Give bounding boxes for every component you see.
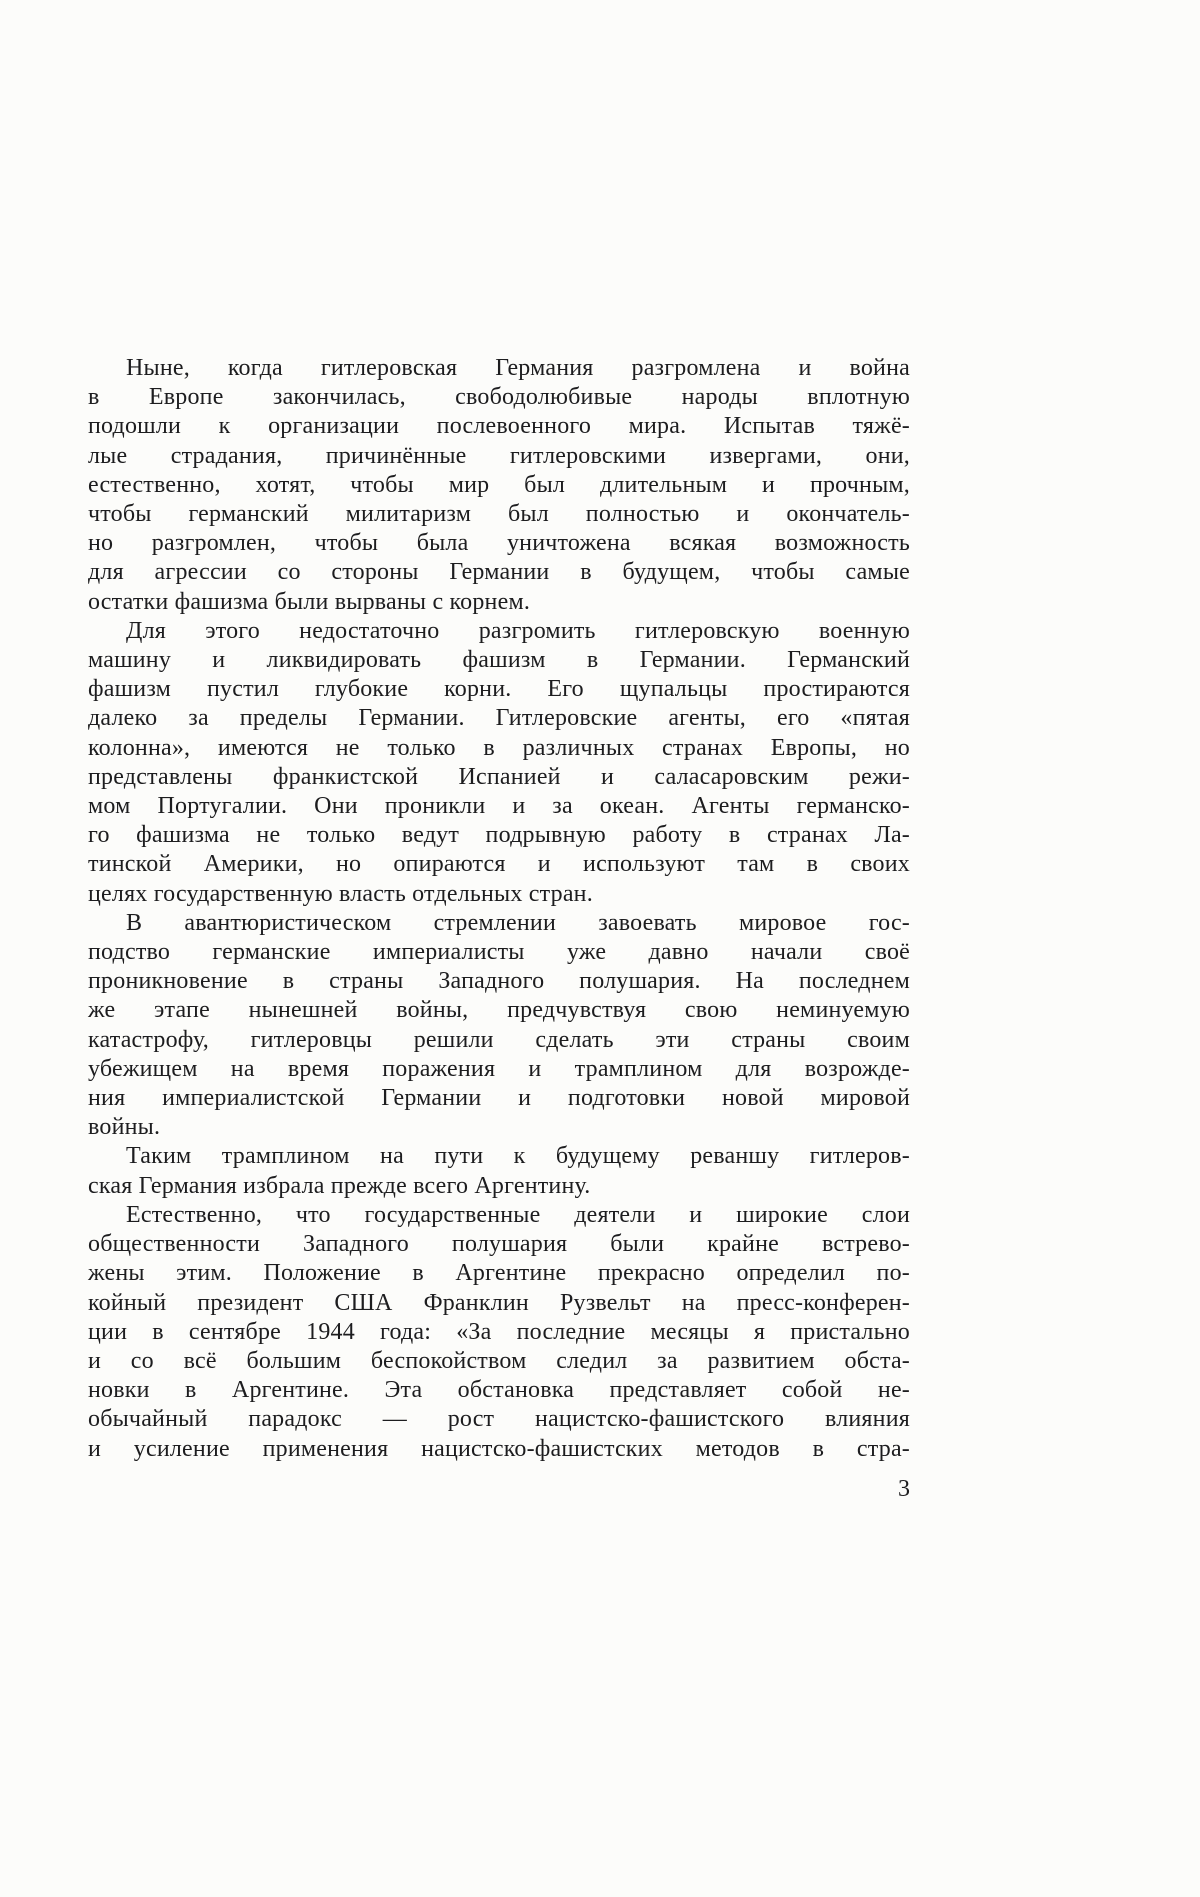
text-line: лые страдания, причинённые гитлеровскими извергами, они, [88, 442, 910, 469]
text-line: далеко за пределы Германии. Гитлеровские агенты, его «пятая [88, 705, 910, 732]
text-line: машину и ликвидировать фашизм в Германии. Германский [88, 647, 910, 674]
text-line: ции в сентябре 1944 года: «За последние месяцы я пристально [88, 1318, 910, 1345]
text-line: жены этим. Положение в Аргентине прекрасно определил по- [88, 1260, 910, 1287]
text-line: ская Германия избрала прежде всего Аргентину. [88, 1172, 591, 1199]
text-line: тинской Америки, но опираются и используют там в своих [88, 851, 910, 878]
text-line: новки в Аргентине. Эта обстановка представляет собой не- [88, 1377, 910, 1404]
text-line: чтобы германский милитаризм был полностью и окончатель- [88, 501, 910, 528]
page-text [88, 354, 910, 1464]
text-line: Для этого недостаточно разгромить гитлеровскую военную [126, 617, 910, 644]
text-line: общественности Западного полушария были крайне встрево- [88, 1231, 910, 1258]
page-number: 3 [898, 1476, 910, 1502]
text-line: но разгромлен, чтобы была уничтожена всякая возможность [88, 530, 910, 557]
text-line: же этапе нынешней войны, предчувствуя свою неминуемую [88, 997, 910, 1024]
text-line: убежищем на время поражения и трамплином для возрожде- [88, 1055, 910, 1082]
text-line: В авантюристическом стремлении завоевать мировое гос- [126, 909, 910, 936]
text-line: целях государственную власть отдельных стран. [88, 880, 593, 907]
text-line: для агрессии со стороны Германии в будущем, чтобы самые [88, 559, 910, 586]
text-line: Ныне, когда гитлеровская Германия разгромлена и война [126, 355, 910, 381]
text-line: остатки фашизма были вырваны с корнем. [88, 588, 531, 615]
paragraph [88, 354, 910, 617]
text-line: подство германские империалисты уже давно начали своё [88, 939, 910, 966]
text-line: обычайный парадокс — рост нацистско-фашистского влияния [88, 1406, 910, 1433]
text-line: Естественно, что государственные деятели и широкие слои [126, 1201, 910, 1228]
text-line: го фашизма не только ведут подрывную работу в странах Ла- [88, 822, 910, 849]
text-line: катастрофу, гитлеровцы решили сделать эти страны своим [88, 1026, 910, 1053]
text-line: мом Португалии. Они проникли и за океан. Агенты германско- [88, 793, 910, 820]
paragraph [88, 1142, 910, 1200]
text-line: представлены франкистской Испанией и саласаровским режи- [88, 763, 910, 790]
text-line: фашизм пустил глубокие корни. Его щупальцы простираются [88, 676, 910, 703]
text-line: и со всё большим беспокойством следил за развитием обста- [88, 1347, 910, 1374]
text-line: подошли к организации послевоенного мира. Испытав тяжё- [88, 413, 910, 440]
text-line: колонна», имеются не только в различных странах Европы, но [88, 734, 910, 761]
text-line: ния империалистской Германии и подготовки новой мировой [88, 1085, 910, 1112]
paragraph [88, 617, 910, 909]
text-line: и усиление применения нацистско-фашистских методов в стра- [88, 1435, 910, 1462]
text-line: Таким трамплином на пути к будущему реваншу гитлеров- [126, 1143, 910, 1170]
text-line: проникновение в страны Западного полушария. На последнем [88, 968, 910, 995]
paragraph [88, 1201, 910, 1464]
paragraph [88, 909, 910, 1143]
text-line: естественно, хотят, чтобы мир был длительным и прочным, [88, 471, 910, 498]
text-line: койный президент США Франклин Рузвельт на пресс-конферен- [88, 1289, 910, 1316]
text-line: в Европе закончилась, свободолюбивые народы вплотную [88, 384, 910, 411]
text-line: войны. [88, 1114, 161, 1141]
